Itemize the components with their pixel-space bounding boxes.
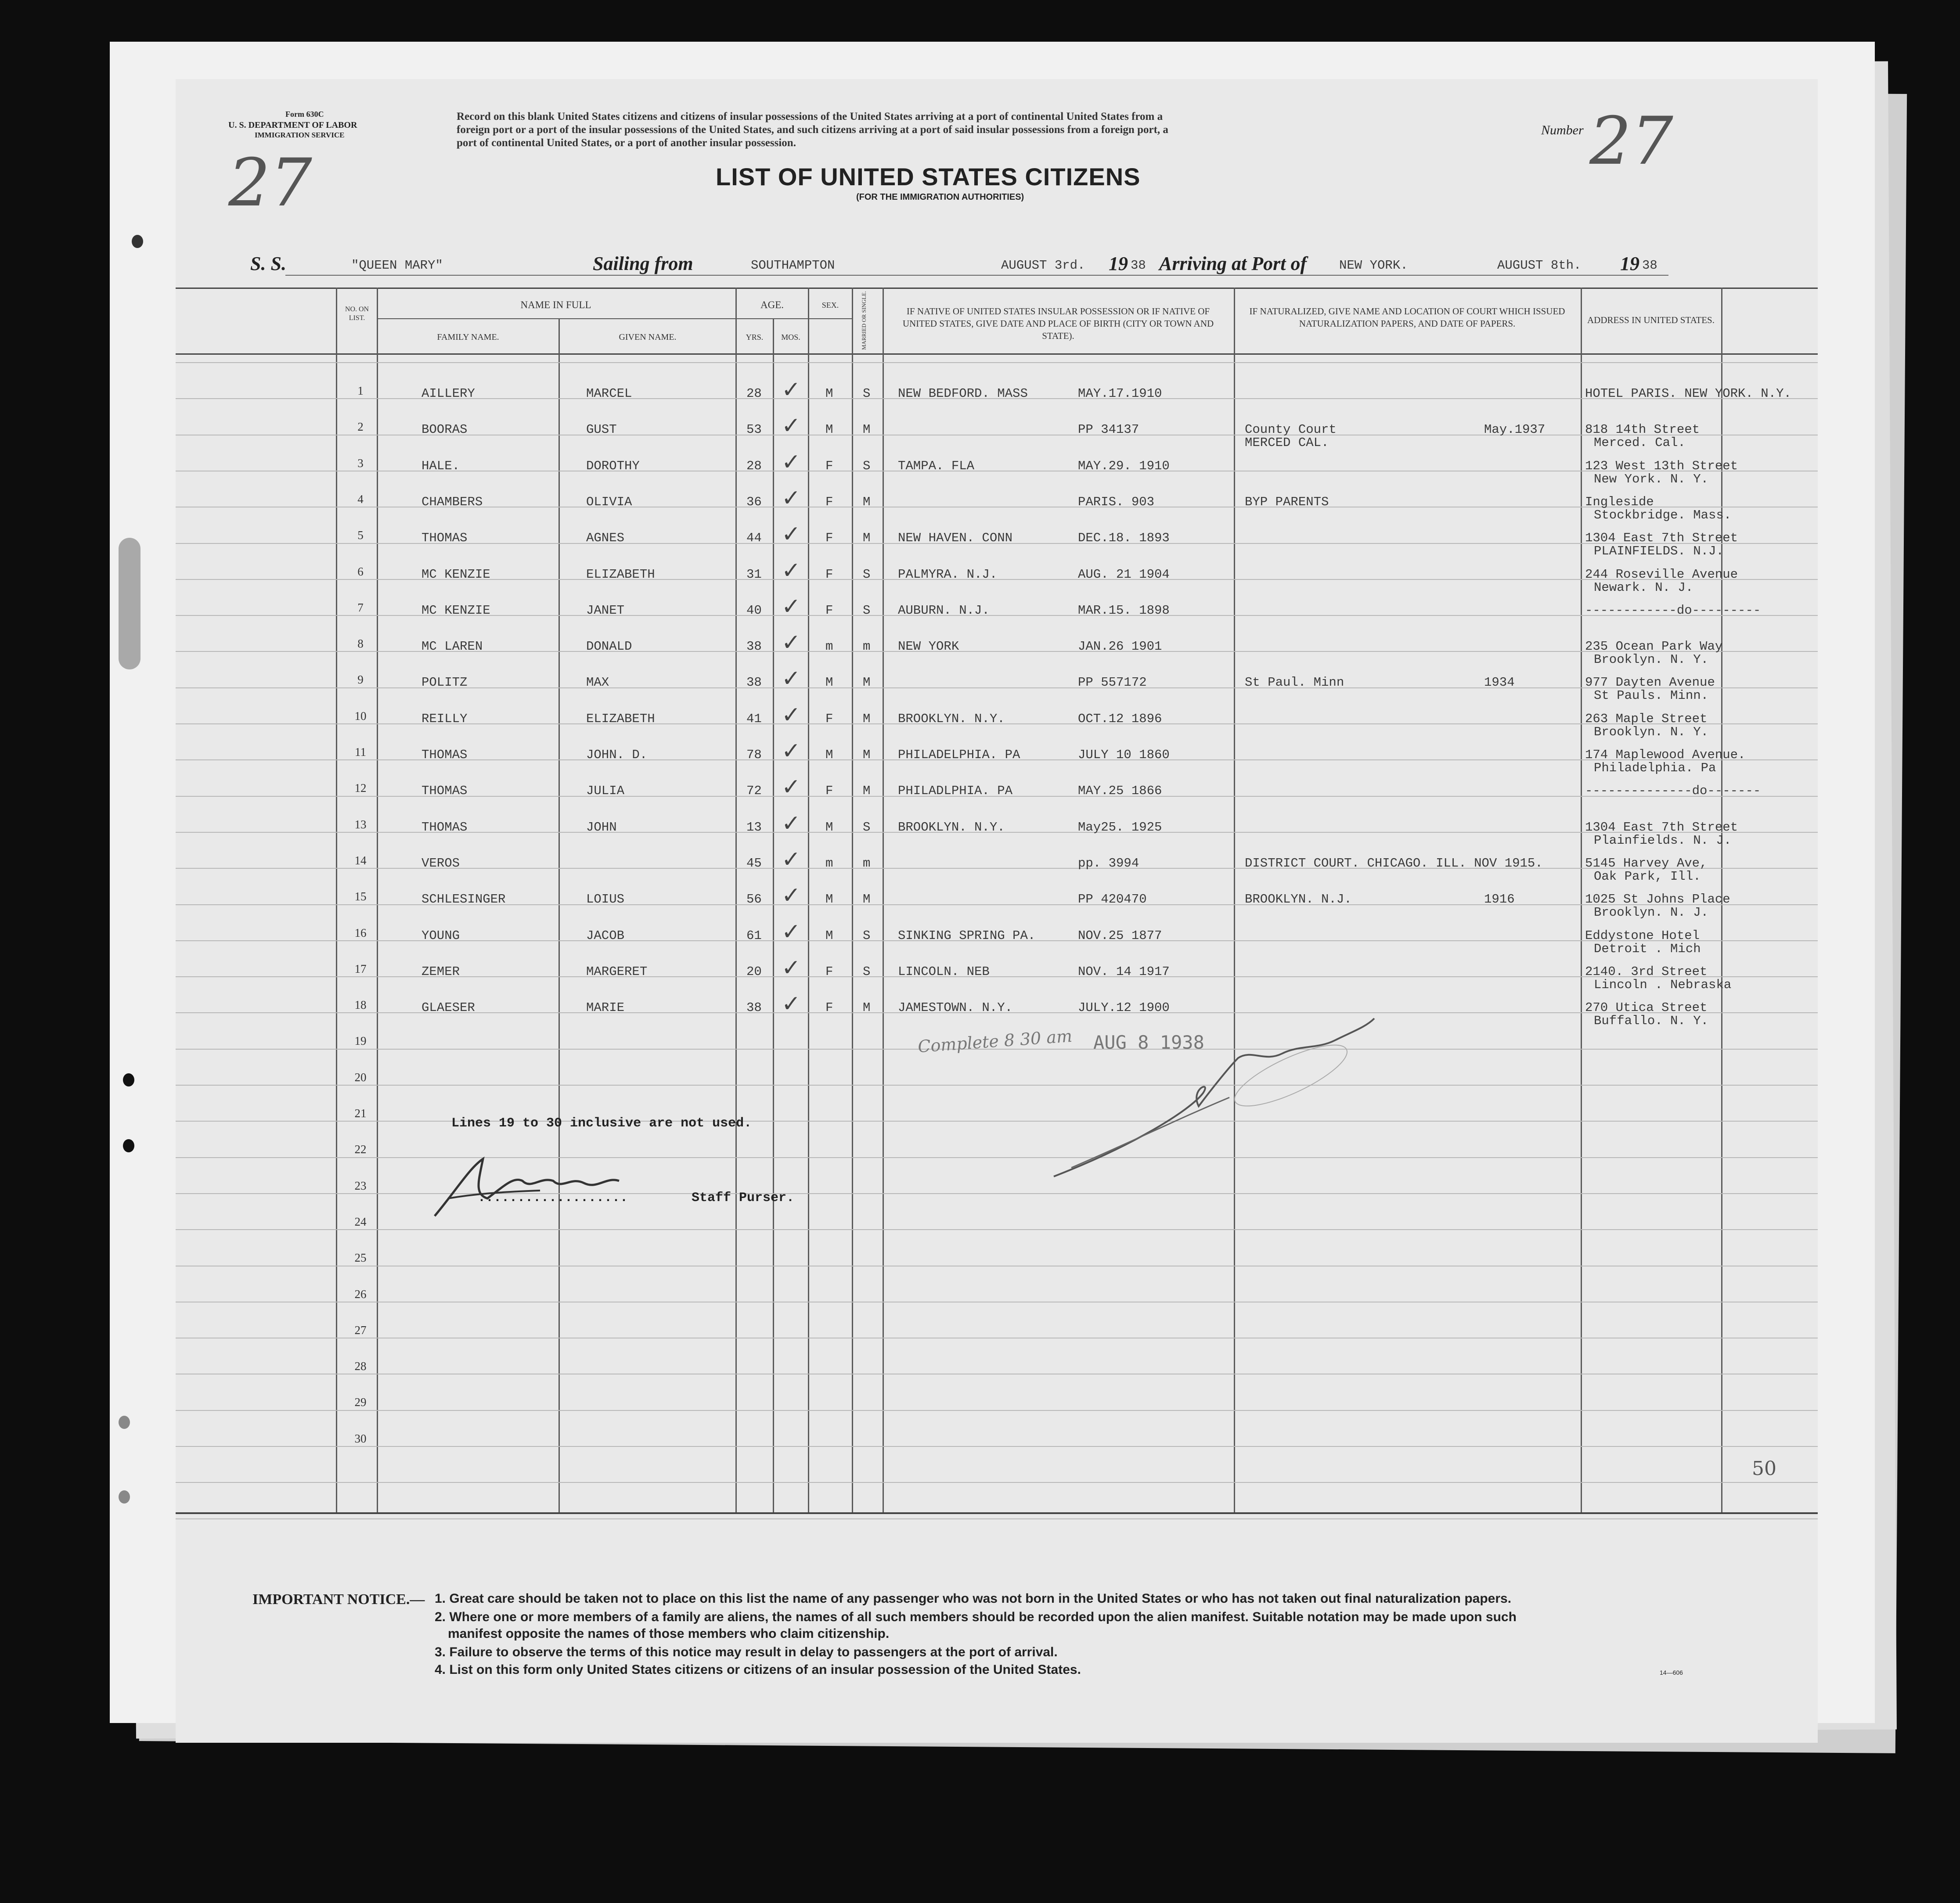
- cell-given: JANET: [586, 603, 625, 618]
- cell-sex: M: [825, 422, 833, 437]
- cell-age: 44: [746, 531, 762, 546]
- cell-given: JOHN. D.: [586, 748, 648, 762]
- cell-age: 28: [746, 458, 762, 473]
- tick-mark: ✓: [782, 485, 801, 511]
- cell-age: 38: [746, 1000, 762, 1015]
- cell-birth-date: NOV. 14 1917: [1078, 964, 1170, 979]
- cell-age: 31: [746, 567, 762, 582]
- cell-age: 40: [746, 603, 762, 618]
- cell-family: THOMAS: [422, 784, 468, 799]
- arrive-year-prefix: 19: [1620, 253, 1639, 274]
- number-value: 27: [1589, 103, 1673, 180]
- page-title: LIST OF UNITED STATES CITIZENS: [716, 163, 1141, 191]
- column-header-native: IF NATIVE OF UNITED STATES INSULAR POSSESSION OR IF NATIVE OF UNITED STATES, GIVE DATE AND PLACE OF BIRTH (CITY OR TOWN AND STATE).: [902, 306, 1214, 341]
- cell-age: 38: [746, 639, 762, 654]
- cell-age: 61: [746, 928, 762, 943]
- cell-family: MC KENZIE: [422, 603, 490, 618]
- notice-item-2-cont: manifest opposite the names of those members who claim citizenship.: [448, 1626, 890, 1641]
- sail-date: AUGUST 3rd.: [1001, 258, 1085, 273]
- row-number: 1: [357, 384, 364, 397]
- cell-sex: M: [825, 748, 833, 762]
- notice-item-4: 4. List on this form only United States citizens or citizens of an insular possession of the United States.: [435, 1662, 1081, 1677]
- cell-nat-court: St Paul. Minn: [1245, 675, 1344, 690]
- sail-year-prefix: 19: [1109, 253, 1128, 274]
- cell-family: HALE.: [422, 458, 460, 473]
- cell-marital: S: [863, 928, 871, 943]
- row-number: 5: [357, 529, 364, 542]
- instructions-line-1: Record on this blank United States citizens and citizens of insular possessions of the United States arriving at a port of continental United States from a: [457, 111, 1163, 122]
- tick-mark: ✓: [782, 377, 801, 403]
- tear-mark: [119, 538, 141, 669]
- ruled-line: [176, 1085, 1818, 1086]
- cell-given: JACOB: [586, 928, 625, 943]
- cell-addr2: Brooklyn. N. Y.: [1594, 724, 1709, 739]
- cell-nat-court: DISTRICT COURT. CHICAGO. ILL. NOV 1915.: [1245, 856, 1543, 871]
- cell-birth-place: JAMESTOWN. N.Y.: [898, 1000, 1013, 1015]
- cell-nat-court: County Court: [1245, 422, 1337, 437]
- cell-age: 28: [746, 386, 762, 401]
- cell-birth-place: LINCOLN. NEB: [898, 964, 990, 979]
- column-divider: [773, 318, 774, 1512]
- ruled-line: [176, 1193, 1818, 1194]
- cell-addr2: Stockbridge. Mass.: [1594, 507, 1732, 522]
- row-number: 8: [357, 637, 364, 651]
- column-header-age: AGE.: [760, 299, 784, 310]
- row-number: 29: [354, 1396, 367, 1409]
- row-number: 21: [354, 1107, 367, 1120]
- cell-given: MARGERET: [586, 964, 648, 979]
- cell-family: THOMAS: [422, 820, 468, 835]
- cell-sex: F: [825, 494, 833, 509]
- cell-family: AILLERY: [422, 386, 475, 401]
- cell-birth-date: pp. 3994: [1078, 856, 1139, 871]
- cell-addr1: 123 West 13th Street: [1585, 458, 1738, 473]
- cell-birth-place: PHILADLPHIA. PA: [898, 784, 1013, 799]
- column-header-no: NO. ON LIST.: [345, 306, 369, 322]
- row-number: 2: [357, 420, 364, 434]
- cell-family: THOMAS: [422, 531, 468, 546]
- cell-given: JULIA: [586, 784, 625, 799]
- cell-addr2: Brooklyn. N. Y.: [1594, 652, 1709, 667]
- port-to: NEW YORK.: [1339, 258, 1408, 273]
- table-bottom-line: [176, 1512, 1818, 1514]
- page-subtitle: (FOR THE IMMIGRATION AUTHORITIES): [856, 192, 1024, 202]
- cell-given: MAX: [586, 675, 609, 690]
- cell-family: VEROS: [422, 856, 460, 871]
- ruled-line: [176, 1157, 1818, 1158]
- tick-mark: ✓: [782, 991, 801, 1018]
- cell-sex: M: [825, 892, 833, 907]
- tick-mark: ✓: [782, 954, 801, 981]
- cell-family: CHAMBERS: [422, 494, 483, 509]
- cell-age: 72: [746, 784, 762, 799]
- instructions-line-2: foreign port or a port of the insular possessions of the United States, and such citizens arriving at a port of said insular possessions from a foreign port, a: [457, 124, 1168, 136]
- cell-birth-date: JULY.12 1900: [1078, 1000, 1170, 1015]
- cell-given: DONALD: [586, 639, 632, 654]
- tick-mark: ✓: [782, 593, 801, 620]
- cell-sex: F: [825, 1000, 833, 1015]
- cell-age: 38: [746, 675, 762, 690]
- cell-addr2: New York. N. Y.: [1594, 471, 1709, 486]
- table-top-line: [176, 288, 1818, 289]
- column-header-married: MARRIED OR SINGLE.: [861, 291, 867, 350]
- voyage-underline: [285, 275, 1668, 276]
- cell-birth-place: NEW YORK: [898, 639, 959, 654]
- cell-family: SCHLESINGER: [422, 892, 506, 907]
- cell-given: DOROTHY: [586, 458, 640, 473]
- cell-marital: M: [863, 748, 871, 762]
- department-name: U. S. DEPARTMENT OF LABOR: [228, 120, 357, 130]
- cell-addr2: Oak Park, Ill.: [1594, 869, 1701, 884]
- row-number: 19: [354, 1034, 367, 1048]
- header-sub-line: [378, 318, 852, 319]
- sail-year: 38: [1131, 258, 1146, 273]
- cell-marital: M: [863, 1000, 871, 1015]
- unused-lines-note: Lines 19 to 30 inclusive are not used.: [451, 1116, 752, 1131]
- cell-age: 13: [746, 820, 762, 835]
- cell-nat-date: May.1937: [1484, 422, 1546, 437]
- row-number: 15: [354, 890, 367, 903]
- tick-mark: ✓: [782, 521, 801, 548]
- column-header-name-in-full: NAME IN FULL: [520, 299, 591, 310]
- column-header-given-name: GIVEN NAME.: [619, 332, 677, 342]
- cell-sex: M: [825, 820, 833, 835]
- tick-mark: ✓: [782, 449, 801, 475]
- cell-birth-place: SINKING SPRING PA.: [898, 928, 1036, 943]
- cell-age: 53: [746, 422, 762, 437]
- row-number: 4: [357, 492, 364, 506]
- cell-addr2: Merced. Cal.: [1594, 435, 1686, 450]
- cell-addr2: Detroit . Mich: [1594, 941, 1701, 956]
- cell-family: YOUNG: [422, 928, 460, 943]
- cell-age: 56: [746, 892, 762, 907]
- cell-marital: S: [863, 386, 871, 401]
- cell-birth-place: PALMYRA. N.J.: [898, 567, 998, 582]
- cell-addr1: HOTEL PARIS. NEW YORK. N.Y.: [1585, 386, 1791, 401]
- cell-nat-date: 1934: [1484, 675, 1515, 690]
- cell-given: JOHN: [586, 820, 617, 835]
- ruled-line: [176, 1410, 1818, 1411]
- cell-addr2: Lincoln . Nebraska: [1594, 977, 1732, 992]
- tick-mark: ✓: [782, 630, 801, 656]
- cell-nat-court: BROOKLYN. N.J.: [1245, 892, 1352, 907]
- cell-family: REILLY: [422, 711, 468, 726]
- cell-given: GUST: [586, 422, 617, 437]
- column-header-yrs: YRS.: [746, 333, 764, 342]
- cell-birth-date: MAY.17.1910: [1078, 386, 1162, 401]
- cell-birth-place: BROOKLYN. N.Y.: [898, 711, 1005, 726]
- cell-sex: F: [825, 458, 833, 473]
- notice-heading: IMPORTANT NOTICE.—: [252, 1591, 425, 1608]
- cell-marital: M: [863, 422, 871, 437]
- cell-sex: F: [825, 784, 833, 799]
- tick-mark: ✓: [782, 846, 801, 873]
- cell-marital: S: [863, 964, 871, 979]
- cell-nat-date: 1916: [1484, 892, 1515, 907]
- cell-addr2: Brooklyn. N. J.: [1594, 905, 1709, 920]
- cell-marital: M: [863, 531, 871, 546]
- row-number: 9: [357, 673, 364, 687]
- cell-addr1: 1304 East 7th Street: [1585, 820, 1738, 835]
- ruled-line: [176, 362, 1818, 363]
- ship-name: "QUEEN MARY": [351, 258, 443, 273]
- column-header-address: ADDRESS IN UNITED STATES.: [1587, 315, 1715, 325]
- cell-birth-date: DEC.18. 1893: [1078, 531, 1170, 546]
- cell-addr1: 263 Maple Street: [1585, 711, 1708, 726]
- stamp-date: AUG 8 1938: [1093, 1032, 1204, 1053]
- cell-marital: S: [863, 603, 871, 618]
- arrive-date: AUGUST 8th.: [1497, 258, 1582, 273]
- punch-hole: [123, 1073, 134, 1086]
- cell-birth-date: JAN.26 1901: [1078, 639, 1162, 654]
- port-from: SOUTHAMPTON: [751, 258, 835, 273]
- cell-marital: M: [863, 675, 871, 690]
- cell-addr2: Plainfields. N. J.: [1594, 833, 1732, 848]
- row-number: 16: [354, 926, 367, 939]
- ruled-line: [176, 1446, 1818, 1447]
- cell-addr1: 1025 St Johns Place: [1585, 892, 1730, 907]
- cell-birth-date: PP 34137: [1078, 422, 1139, 437]
- row-number: 20: [354, 1070, 367, 1084]
- cell-birth-place: AUBURN. N.J.: [898, 603, 990, 618]
- service-name: IMMIGRATION SERVICE: [255, 131, 345, 139]
- cell-addr1: --------------do-------: [1585, 784, 1761, 799]
- punch-hole: [123, 1139, 134, 1152]
- header-bottom-line: [176, 353, 1818, 355]
- manifest-form: [176, 79, 1818, 1743]
- notice-item-3: 3. Failure to observe the terms of this notice may result in delay to passengers at the port of arrival.: [435, 1645, 1058, 1659]
- form-code: 14—606: [1660, 1669, 1683, 1676]
- cell-family: THOMAS: [422, 748, 468, 762]
- cell-birth-place: BROOKLYN. N.Y.: [898, 820, 1005, 835]
- complete-note: Complete 8 30 am: [917, 1026, 1073, 1057]
- cell-marital: M: [863, 784, 871, 799]
- row-number: 13: [354, 817, 367, 831]
- column-header-naturalized: IF NATURALIZED, GIVE NAME AND LOCATION OF COURT WHICH ISSUED NATURALIZATION PAPERS, AND DATE OF PAPERS.: [1249, 306, 1565, 329]
- ruled-line: [176, 1482, 1818, 1483]
- cell-birth-date: OCT.12 1896: [1078, 711, 1162, 726]
- number-label: Number: [1541, 123, 1584, 137]
- cell-sex: m: [825, 639, 833, 654]
- row-number: 17: [354, 962, 367, 975]
- cell-addr1: 977 Dayten Avenue: [1585, 675, 1715, 690]
- row-number: 27: [354, 1323, 367, 1337]
- cell-nat-court: BYP PARENTS: [1245, 494, 1329, 509]
- punch-hole: [132, 235, 143, 248]
- cell-addr1: Ingleside: [1585, 494, 1654, 509]
- row-number: 11: [355, 745, 366, 759]
- punch-hole: [119, 1490, 130, 1504]
- cell-sex: F: [825, 711, 833, 726]
- cell-birth-date: May25. 1925: [1078, 820, 1162, 835]
- cell-birth-place: TAMPA. FLA: [898, 458, 975, 473]
- cell-sex: M: [825, 386, 833, 401]
- handwritten-list-number: 27: [228, 145, 312, 221]
- cell-birth-place: NEW BEDFORD. MASS: [898, 386, 1028, 401]
- cell-addr2: Buffallo. N. Y.: [1594, 1014, 1709, 1029]
- cell-birth-place: PHILADELPHIA. PA: [898, 748, 1020, 762]
- ruled-line: [176, 1518, 1818, 1519]
- cell-marital: M: [863, 494, 871, 509]
- row-number: 28: [354, 1360, 367, 1373]
- cell-birth-date: PP 420470: [1078, 892, 1147, 907]
- ss-label: S. S.: [250, 253, 286, 274]
- cell-family: BOORAS: [422, 422, 468, 437]
- cell-given: ELIZABETH: [586, 711, 655, 726]
- cell-marital: S: [863, 458, 871, 473]
- cell-marital: M: [863, 711, 871, 726]
- tick-mark: ✓: [782, 774, 801, 801]
- tick-mark: ✓: [782, 666, 801, 692]
- cell-addr1: 818 14th Street: [1585, 422, 1700, 437]
- row-number: 30: [354, 1432, 367, 1445]
- instructions-line-3: port of continental United States, or a port of another insular possession.: [457, 137, 796, 149]
- punch-hole: [119, 1416, 130, 1429]
- cell-given: ELIZABETH: [586, 567, 655, 582]
- cell-sex: F: [825, 531, 833, 546]
- cell-addr1: 270 Utica Street: [1585, 1000, 1708, 1015]
- cell-addr1: 5145 Harvey Ave,: [1585, 856, 1708, 871]
- row-number: 3: [357, 456, 364, 470]
- tick-mark: ✓: [782, 738, 801, 764]
- tick-mark: ✓: [782, 918, 801, 945]
- column-header-sex: SEX.: [821, 301, 839, 309]
- cell-sex: F: [825, 603, 833, 618]
- tick-mark: ✓: [782, 413, 801, 439]
- cell-addr1: 2140. 3rd Street: [1585, 964, 1708, 979]
- cell-given: LOIUS: [586, 892, 625, 907]
- cell-sex: M: [825, 675, 833, 690]
- cell-family: POLITZ: [422, 675, 468, 690]
- cell-given: MARCEL: [586, 386, 632, 401]
- column-header-family-name: FAMILY NAME.: [437, 332, 499, 342]
- cell-birth-date: PP 557172: [1078, 675, 1147, 690]
- cell-marital: m: [863, 639, 871, 654]
- cell-age: 41: [746, 711, 762, 726]
- cell-marital: m: [863, 856, 871, 871]
- page-total: 50: [1752, 1457, 1776, 1480]
- cell-addr1: Eddystone Hotel: [1585, 928, 1700, 943]
- cell-given: MARIE: [586, 1000, 625, 1015]
- purser-signature: [430, 1150, 729, 1220]
- notice-item-1: 1. Great care should be taken not to place on this list the name of any passenger who was not born in the United States or who has not taken out final naturalization papers.: [435, 1591, 1512, 1606]
- sailing-from-label: Sailing from: [593, 253, 693, 274]
- row-number: 18: [354, 998, 367, 1012]
- notice-item-2: 2. Where one or more members of a family are aliens, the names of all such members should be recorded upon the alien manifest. Suitable notation may be made upon such: [435, 1610, 1517, 1624]
- row-number: 7: [357, 601, 364, 614]
- arrive-year: 38: [1642, 258, 1657, 273]
- cell-birth-date: AUG. 21 1904: [1078, 567, 1170, 582]
- cell-family: GLAESER: [422, 1000, 475, 1015]
- cell-addr1: 174 Maplewood Avenue.: [1585, 748, 1746, 762]
- cell-addr1: ------------do---------: [1585, 603, 1761, 618]
- tick-mark: ✓: [782, 882, 801, 909]
- cell-birth-date: PARIS. 903: [1078, 494, 1155, 509]
- cell-addr1: 1304 East 7th Street: [1585, 531, 1738, 546]
- cell-sex: F: [825, 567, 833, 582]
- row-number: 23: [354, 1179, 367, 1192]
- cell-age: 78: [746, 748, 762, 762]
- cell-addr2: St Pauls. Minn.: [1594, 688, 1709, 703]
- row-number: 26: [354, 1287, 367, 1301]
- cell-birth-date: MAY.25 1866: [1078, 784, 1162, 799]
- row-number: 25: [354, 1251, 367, 1265]
- cell-nat-court-2: MERCED CAL.: [1245, 435, 1329, 450]
- cell-given: AGNES: [586, 531, 625, 546]
- row-number: 6: [357, 565, 364, 578]
- cell-marital: S: [863, 567, 871, 582]
- cell-marital: S: [863, 820, 871, 835]
- staff-purser-label: Staff Purser.: [692, 1191, 795, 1205]
- cell-birth-date: MAR.15. 1898: [1078, 603, 1170, 618]
- row-number: 24: [354, 1215, 367, 1228]
- cell-sex: m: [825, 856, 833, 871]
- cell-addr2: Philadelphia. Pa: [1594, 761, 1716, 775]
- ruled-line: [176, 1229, 1818, 1230]
- cell-birth-date: MAY.29. 1910: [1078, 458, 1170, 473]
- cell-addr1: 244 Roseville Avenue: [1585, 567, 1738, 582]
- cell-birth-date: JULY 10 1860: [1078, 748, 1170, 762]
- row-number: 12: [354, 781, 367, 795]
- cell-addr1: 235 Ocean Park Way: [1585, 639, 1723, 654]
- cell-birth-place: NEW HAVEN. CONN: [898, 531, 1013, 546]
- form-number: Form 630C: [285, 110, 324, 119]
- cell-addr2: PLAINFIELDS. N.J.: [1594, 544, 1724, 559]
- ruled-line: [176, 1121, 1818, 1122]
- column-header-mos: MOS.: [781, 333, 800, 342]
- row-number: 22: [354, 1143, 367, 1156]
- document-page: [110, 42, 1875, 1723]
- cell-birth-date: NOV.25 1877: [1078, 928, 1162, 943]
- purser-dots: ...................: [478, 1191, 628, 1205]
- row-number: 10: [354, 709, 367, 723]
- cell-age: 20: [746, 964, 762, 979]
- tick-mark: ✓: [782, 810, 801, 837]
- cell-marital: M: [863, 892, 871, 907]
- column-divider: [558, 318, 560, 1512]
- cell-family: MC LAREN: [422, 639, 483, 654]
- cell-sex: M: [825, 928, 833, 943]
- row-number: 14: [354, 853, 367, 867]
- cell-family: ZEMER: [422, 964, 460, 979]
- cell-family: MC KENZIE: [422, 567, 490, 582]
- cell-given: OLIVIA: [586, 494, 632, 509]
- cell-age: 45: [746, 856, 762, 871]
- cell-age: 36: [746, 494, 762, 509]
- cell-sex: F: [825, 964, 833, 979]
- tick-mark: ✓: [782, 557, 801, 584]
- tick-mark: ✓: [782, 701, 801, 728]
- inspector-signature: [1045, 1001, 1387, 1185]
- cell-addr2: Newark. N. J.: [1594, 580, 1693, 595]
- arriving-label: Arriving at Port of: [1159, 253, 1307, 274]
